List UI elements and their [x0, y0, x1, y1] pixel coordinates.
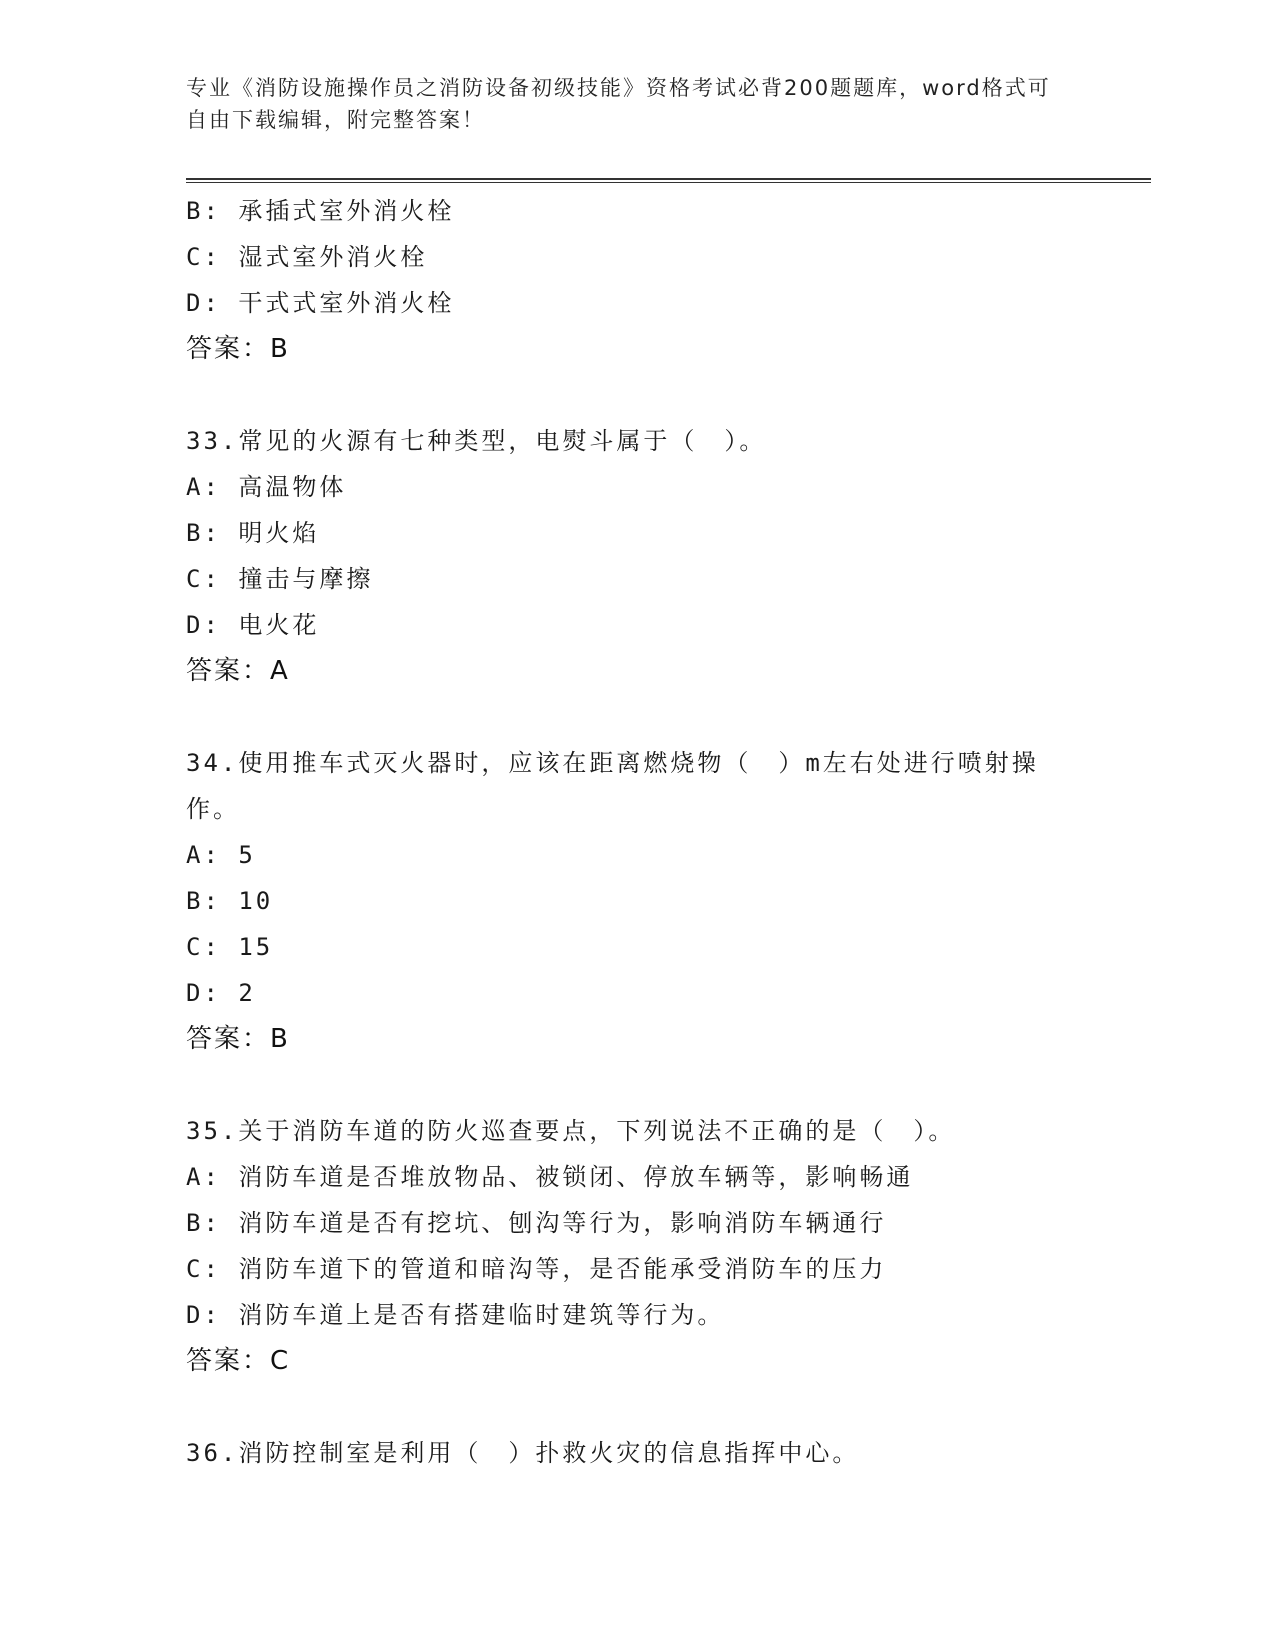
question-list — [186, 188, 1086, 1522]
question-35 — [186, 1108, 1086, 1384]
option-c: C: 湿式室外消火栓 — [186, 243, 428, 271]
header-rule-thin — [186, 182, 1151, 183]
option-c: C: 撞击与摩擦 — [186, 565, 374, 593]
option-a: A: 消防车道是否堆放物品、被锁闭、停放车辆等，影响畅通 — [186, 1163, 914, 1191]
option-b: B: 承插式室外消火栓 — [186, 197, 455, 225]
option-c: C: 消防车道下的管道和暗沟等，是否能承受消防车的压力 — [186, 1255, 887, 1283]
option-b: B: 10 — [186, 887, 274, 915]
option-b: B: 消防车道是否有挖坑、刨沟等行为，影响消防车辆通行 — [186, 1209, 887, 1237]
question-text: 33.常见的火源有七种类型，电熨斗属于（ ）。 — [186, 427, 767, 455]
question-32-partial — [186, 188, 1086, 372]
option-a: A: 5 — [186, 841, 256, 869]
option-d: D: 干式式室外消火栓 — [186, 289, 455, 317]
question-text: 35.关于消防车道的防火巡查要点，下列说法不正确的是（ ）。 — [186, 1117, 956, 1145]
option-d: D: 2 — [186, 979, 256, 1007]
answer: 答案：B — [186, 1024, 290, 1054]
document-header: 专业《消防设施操作员之消防设备初级技能》资格考试必背200题题库，word格式可自由下载编辑，附完整答案！ — [186, 76, 1051, 132]
question-33 — [186, 418, 1086, 694]
option-d: D: 电火花 — [186, 611, 320, 639]
answer: 答案：B — [186, 334, 290, 364]
option-c: C: 15 — [186, 933, 274, 961]
answer: 答案：A — [186, 656, 290, 686]
question-text: 36.消防控制室是利用（ ）扑救火灾的信息指挥中心。 — [186, 1439, 860, 1467]
question-text: 34.使用推车式灭火器时，应该在距离燃烧物（ ）m左右处进行喷射操作。 — [186, 749, 1039, 823]
answer: 答案：C — [186, 1346, 291, 1376]
option-a: A: 高温物体 — [186, 473, 347, 501]
header-rule-thick — [186, 178, 1151, 180]
option-d: D: 消防车道上是否有搭建临时建筑等行为。 — [186, 1301, 725, 1329]
question-36 — [186, 1430, 1086, 1476]
question-34 — [186, 740, 1086, 1062]
option-b: B: 明火焰 — [186, 519, 320, 547]
